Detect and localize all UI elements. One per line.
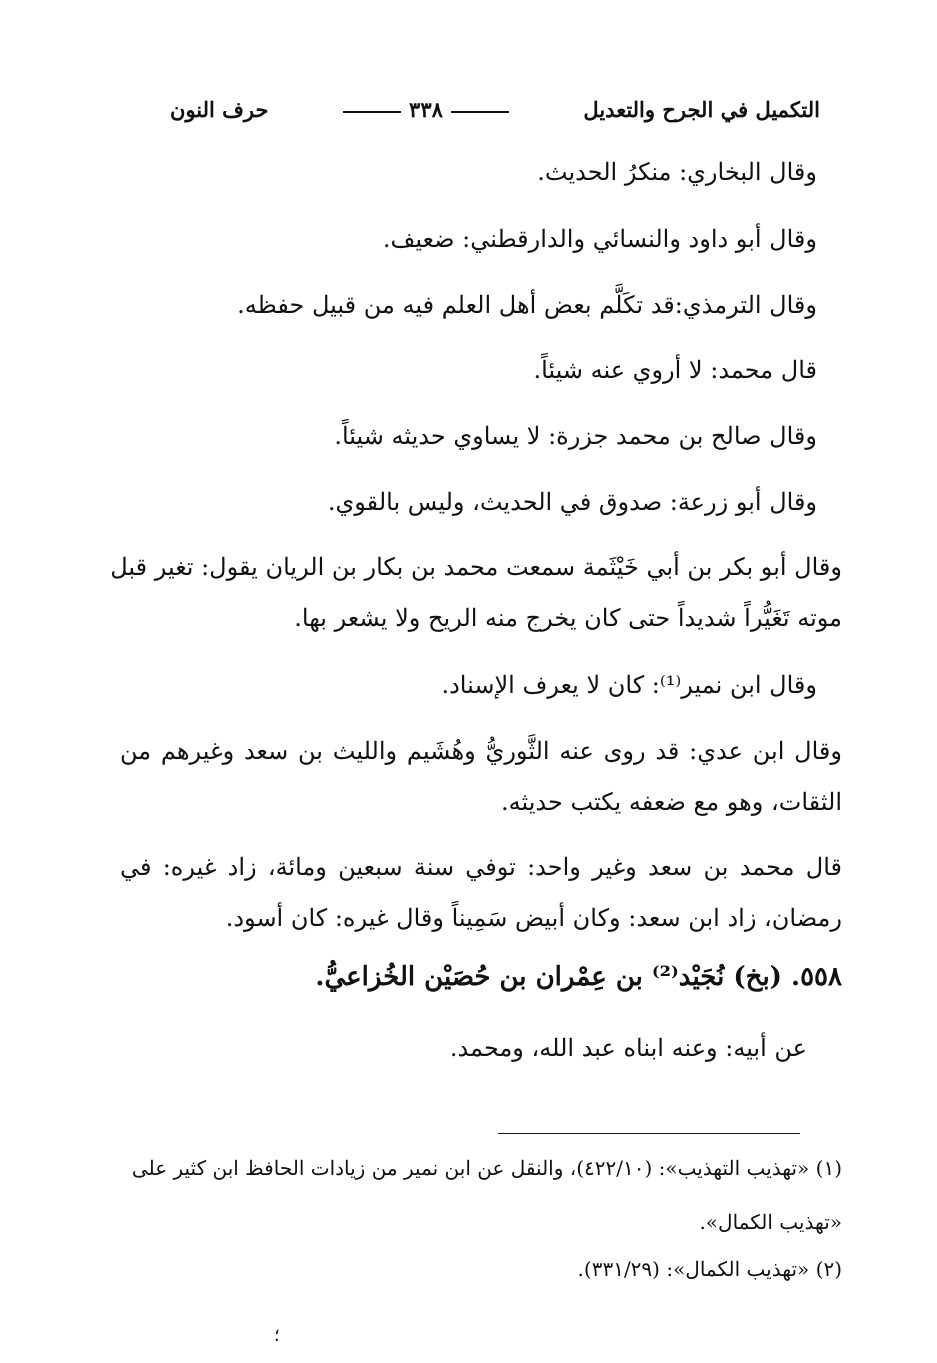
body-line-an-abihi: عن أبيه: وعنه ابناه عبد الله، ومحمد.	[449, 1034, 807, 1062]
body-line-muhammad: قال محمد: لا أروي عنه شيئاً.	[533, 356, 817, 384]
body-line-ibn-sad-1: قال محمد بن سعد وغير واحد: توفي سنة سبعين ومائة، زاد غيره: في	[120, 853, 842, 881]
body-line-tirmidhi: وقال الترمذي:قد تكَلَّم بعض أهل العلم فيه من قبيل حفظه.	[237, 291, 817, 319]
page-folio-mark: ؛	[274, 1325, 280, 1346]
header-section: حرف النون	[170, 96, 269, 122]
header-page-number-group	[343, 97, 509, 122]
footnote-divider	[498, 1133, 800, 1134]
body-line-salih: وقال صالح بن محمد جزرة: لا يساوي حديثه شيئاً.	[334, 422, 817, 450]
body-line-ibn-adi-2: الثقات، وهو مع ضعفه يكتب حديثه.	[501, 788, 842, 816]
header-dash-left	[343, 111, 401, 113]
header-page-number: ٣٣٨	[409, 96, 443, 122]
body-line-abu-zura: وقال أبو زرعة: صدوق في الحديث، وليس بالقوي.	[327, 488, 817, 516]
footnote-1-line-2: «تهذيب الكمال».	[699, 1210, 842, 1234]
running-header	[170, 92, 820, 126]
header-book-title: التكميل في الجرح والتعديل	[583, 96, 820, 122]
body-line-ibn-adi-1: وقال ابن عدي: قد روى عنه الثَّوريُّ وهُشَيم والليث بن سعد وغيرهم من	[120, 737, 842, 765]
body-line-bukhari: وقال البخاري: منكرُ الحديث.	[537, 158, 817, 186]
header-dash-right	[451, 111, 509, 113]
body-line-abu-dawud: وقال أبو داود والنسائي والدارقطني: ضعيف.	[382, 225, 817, 253]
body-line-ibn-abi-khaythama-1: وقال أبو بكر بن أبي خَيْثَمة سمعت محمد بن بكار بن الريان يقول: تغير قبل	[110, 553, 842, 581]
body-line-ibn-sad-2: رمضان، زاد ابن سعد: وكان أبيض سَمِيناً وقال غيره: كان أسود.	[225, 904, 842, 932]
entry-heading-558: ٥٥٨. (بخ) نُجَيْد⁽²⁾ بن عِمْران بن حُصَيْن الخُزاعيُّ.	[315, 962, 842, 992]
body-line-ibn-abi-khaythama-2: موته تَغَيُّراً شديداً حتى كان يخرج منه الريح ولا يشعر بها.	[294, 604, 842, 632]
footnote-1-line-1: (١) «تهذيب التهذيب»: (٤٢٢/١٠)، والنقل عن ابن نمير من زيادات الحافظ ابن كثير على	[131, 1156, 842, 1180]
footnote-2: (٢) «تهذيب الكمال»: (٣٣١/٢٩).	[577, 1257, 842, 1281]
body-line-ibn-numayr: وقال ابن نمير⁽¹⁾: كان لا يعرف الإسناد.	[441, 671, 817, 699]
